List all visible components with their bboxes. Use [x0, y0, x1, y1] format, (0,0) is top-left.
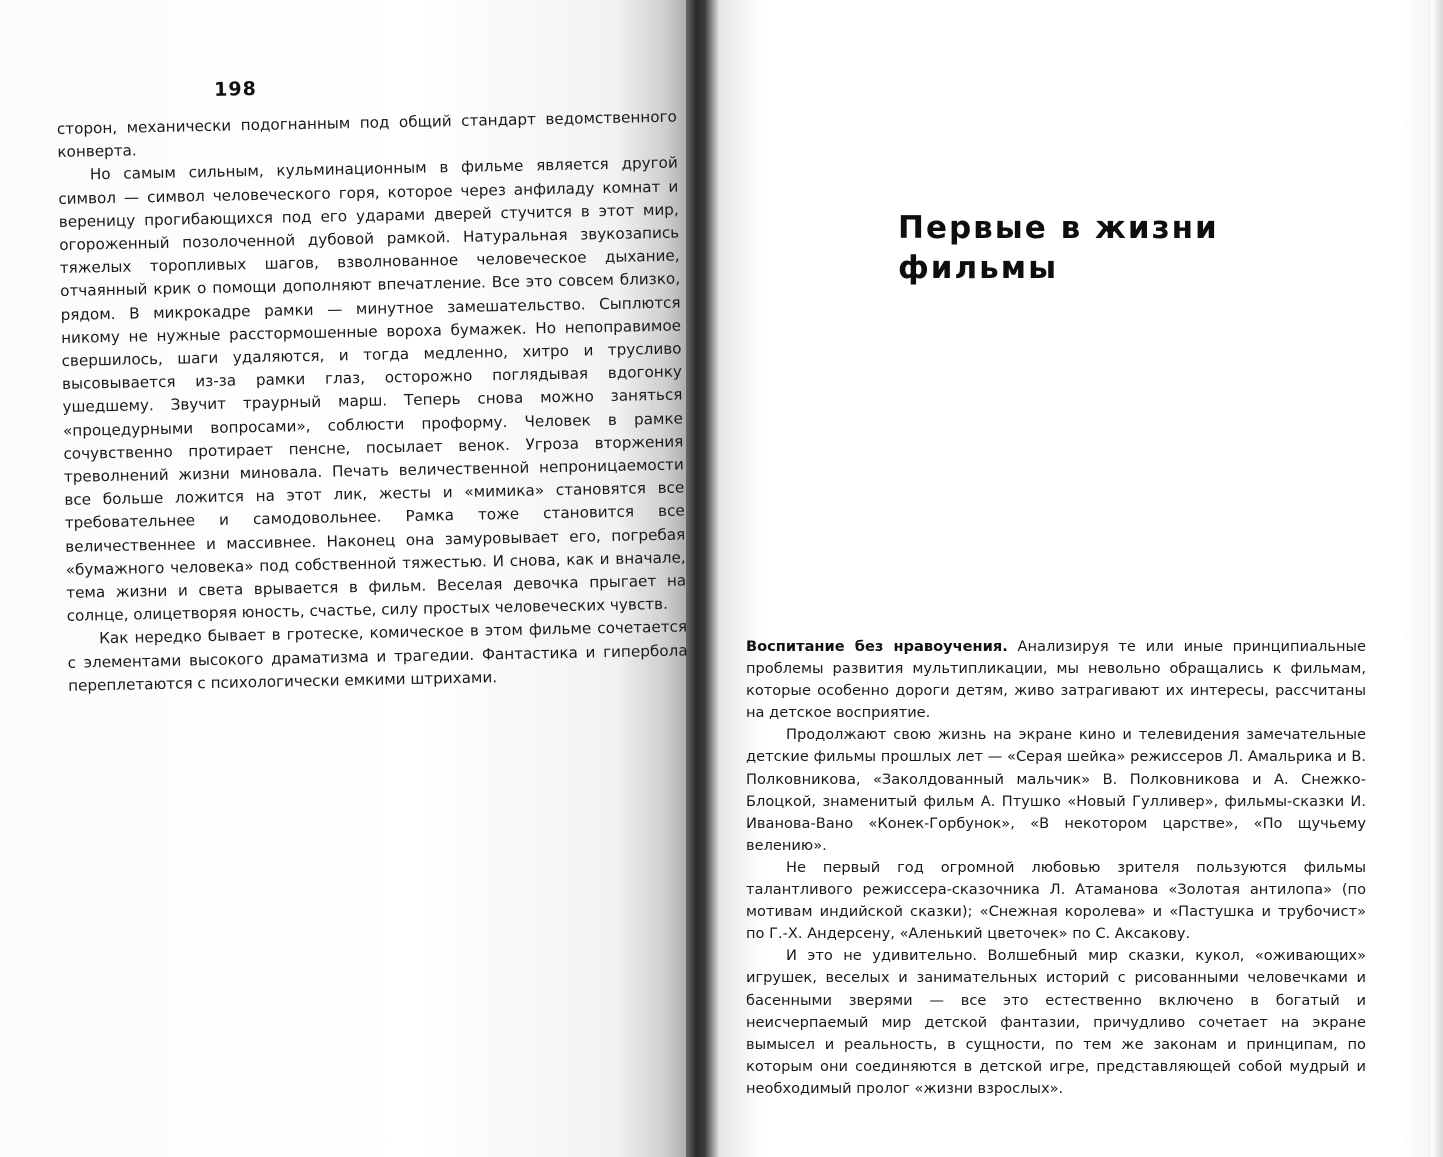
right-text-column	[746, 636, 1366, 1100]
left-text-column	[57, 106, 689, 698]
paragraph: И это не удивительно. Волшебный мир сказки, кукол, «оживающих» игрушек, веселых и занимательных историй с рисованными человечками и басенными зверями — все это естественно включено в богатый и неисчерпаемый мир детской фантазии, причудливо сочетает на экране вымысел и реальность, в сущности, по тем же законам и принципам, по которым они соединяются в детской игре, представляющей собой мудрый и необходимый пролог «жизни взрослых».	[746, 947, 1366, 1097]
lead-text: Анализируя те или иные принципиальные проблемы развития мультипликации, мы невольно обращались к фильмам, которые особенно дороги детям, живо затрагивают их интересы, рассчитаны на детское восприятие.	[746, 638, 1366, 722]
paragraph: Но самым сильным, кульминационным в фильме является другой символ — символ человеческого горя, которое через анфиладу комнат и вереницу прогибающихся под его ударами дверей стучится в этот мир, огороженный позолоченной дубовой рамкой. Натуральная звукозапись тяжелых торопливых шагов, взволнованное человеческое дыхание, отчаянный крик о помощи дополняют впечатление. Все это совсем близко, рядом. В микрокадре рамки — минутное замешательство. Сыплются никому не нужные расстормошенные вороха бумажек. Но непоправимое свершилось, шаги удаляются, и тогда медленно, хитро и трусливо высовывается из-за рамки глаз, осторожно поглядывая вдогонку ушедшему. Звучит траурный марш. Теперь снова можно заняться «процедурными вопросами», соблюсти проформу. Человек в рамке сочувственно протирает пенсне, посылает венок. Угроза вторжения треволнений жизни миновала. Печать величественной непроницаемости все больше ложится на этот лик, жесты и «мимика» становятся все требовательнее и самодовольнее. Рамка тоже становится все величественнее и массивнее. Наконец она замуровывает его, погребая «бумажного человека» под собственной тяжестью. И снова, как и вначале, тема жизни и света врывается в фильм. Веселая девочка прыгает на солнце, олицетворяя юность, счастье, силу простых человеческих чувств.	[58, 153, 687, 626]
right-page-content	[746, 0, 1366, 1157]
section-heading: Воспитание без нравоучения.	[746, 638, 1008, 655]
paragraph-continued: сторон, механически подогнанным под общий стандарт ведомственного конверта.	[56, 107, 677, 162]
page-number: 198	[213, 77, 258, 101]
paragraph: Не первый год огромной любовью зрителя пользуются фильмы талантливого режиссера-сказочника Л. Атаманова «Золотая антилопа» (по мотивам индийской сказки); «Снежная королева» и «Пастушка и трубочист» по Г.-Х. Андерсену, «Аленький цветочек» по С. Аксакову.	[746, 858, 1366, 943]
left-page-content	[56, 70, 688, 698]
page-edge-shadow	[1431, 0, 1443, 1157]
paragraph: Продолжают свою жизнь на экране кино и телевидения замечательные детские фильмы прошлых лет — «Серая шейка» режиссеров Л. Амальрика и В. Полковникова, «Заколдованный мальчик» В. Полковникова и А. Снежко-Блоцкой, знаменитый фильм А. Птушко «Новый Гулливер», фильмы-сказки И. Иванова-Вано «Конек-Горбунок», «В некотором царстве», «По щучьему велению».	[746, 726, 1366, 854]
paragraph: Как нередко бывает в гротеске, комическое в этом фильме сочетается с элементами высокого драматизма и трагедии. Фантастика и гипербола переплетаются с психологически емкими штрихами.	[67, 617, 688, 695]
book-gutter	[686, 0, 720, 1157]
lead-paragraph	[746, 636, 1366, 724]
chapter-title: Первые в жизни фильмы	[898, 210, 1219, 286]
